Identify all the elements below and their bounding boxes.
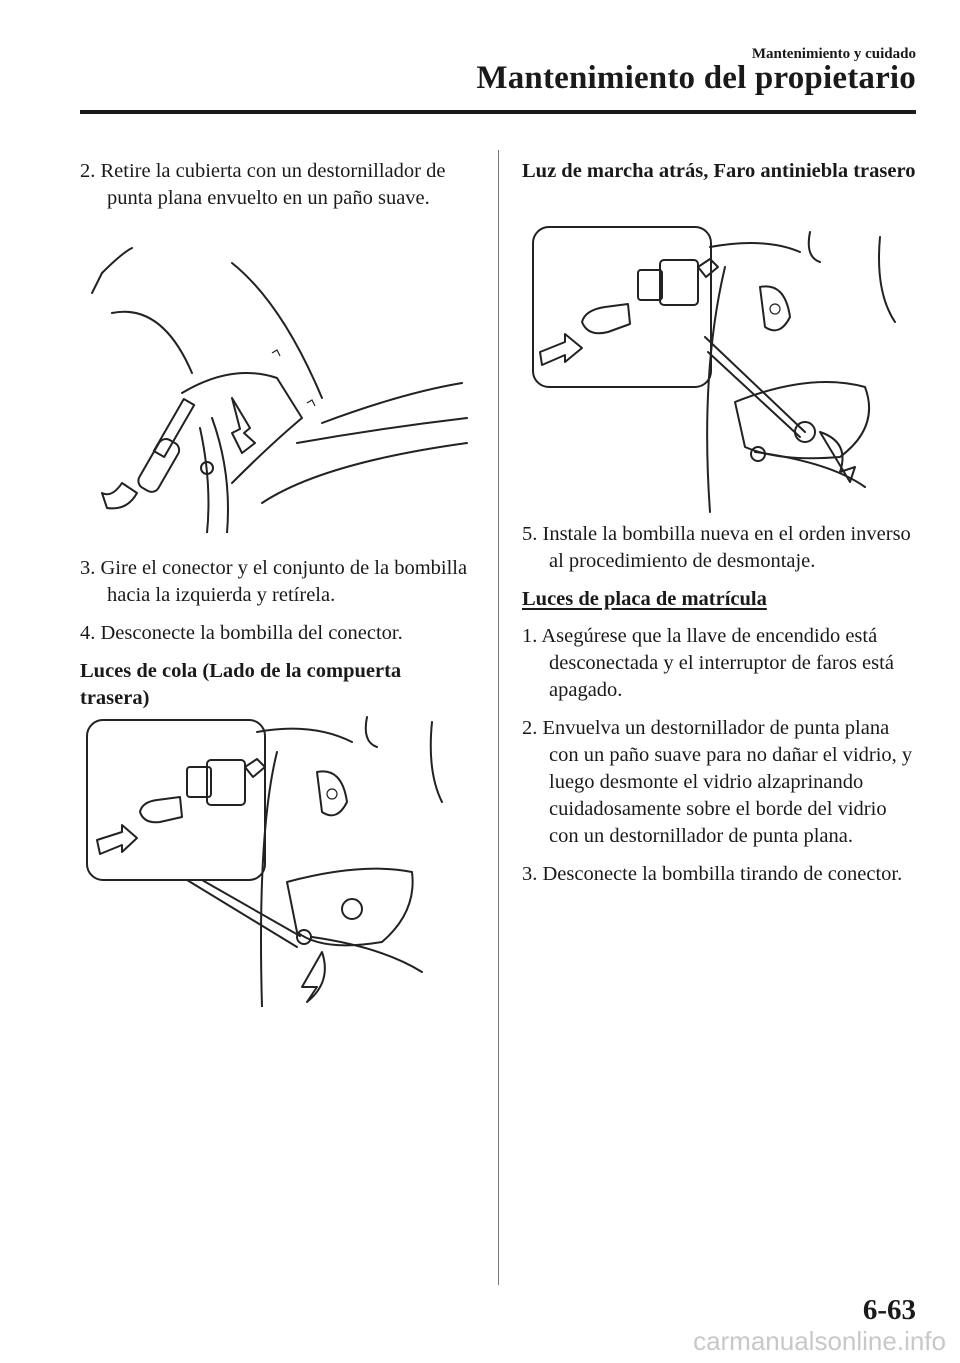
tail-lights-heading: Luces de cola (Lado de la compuerta trasera) (80, 660, 402, 709)
step-4: 4. Desconecte la bombilla del conector. (80, 622, 403, 644)
step-3: 3. Gire el conector y el conjunto de la bombilla hacia la izquierda y retírela. (80, 557, 468, 606)
tail-light-illustration (82, 712, 477, 1007)
reverse-light-heading: Luz de marcha atrás, Faro antiniebla trasero (522, 160, 916, 182)
left-column-lower (80, 555, 475, 722)
page-number: 6-63 (862, 1294, 916, 1326)
plate-step-1: 1. Asegúrese que la llave de encendido está desconectada y el interruptor de faros está apagado. (522, 625, 894, 701)
plate-lights-heading: Luces de placa de matrícula (522, 588, 767, 610)
left-column (80, 158, 475, 223)
column-divider (498, 150, 499, 1285)
plate-step-3: 3. Desconecte la bombilla tirando de conector. (522, 863, 903, 885)
step-5: 5. Instale la bombilla nueva en el orden inverso al procedimiento de desmontaje. (522, 523, 911, 572)
plate-step-2: 2. Envuelva un destornillador de punta plana con un paño suave para no dañar el vidrio, y luego desmonte el vidrio alzaprinando cuidadosamente sobre el borde del vidrio con un destornillador de punta plana. (522, 717, 913, 847)
cover-removal-illustration (82, 243, 472, 533)
right-column (522, 158, 917, 195)
section-title: Mantenimiento y cuidado (751, 46, 916, 62)
footer-watermark: carmanualsonline.info (693, 1326, 946, 1356)
reverse-light-illustration (530, 222, 915, 517)
step-2: 2. Retire la cubierta con un destornillador de punta plana envuelto en un paño suave. (80, 160, 446, 209)
chapter-title: Mantenimiento del propietario (476, 60, 916, 96)
header-rule (80, 110, 916, 114)
right-column-lower (522, 521, 917, 899)
